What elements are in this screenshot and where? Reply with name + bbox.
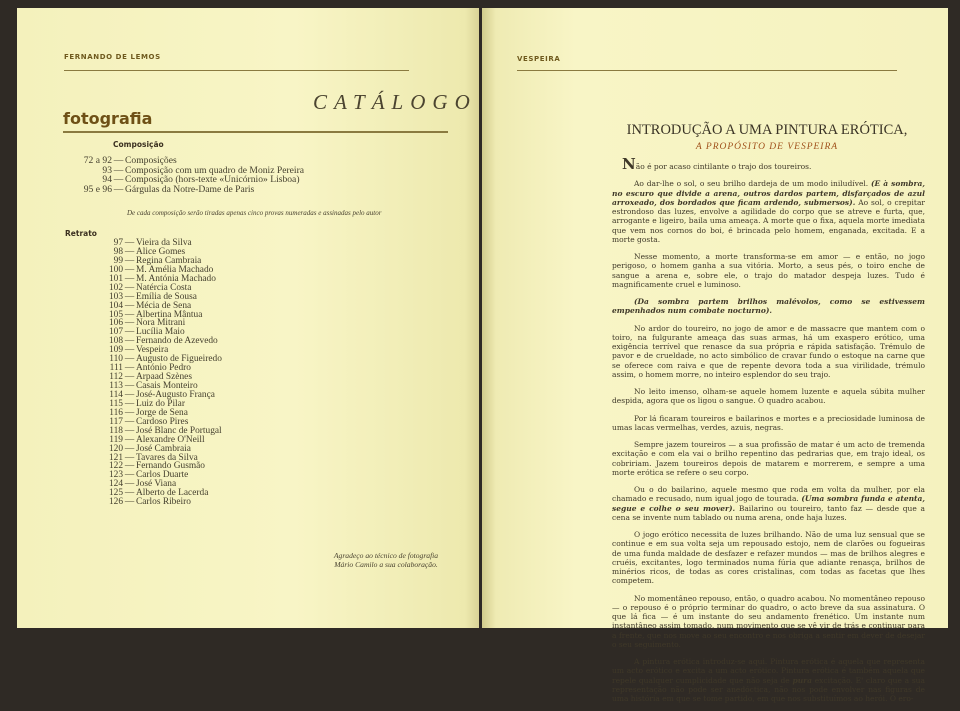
italic-text: pura: [792, 675, 812, 685]
item-title: Albertina Mântua: [136, 309, 203, 320]
text: A pintura erótica introduz-se aqui. Pintura erótica é aquela que representa um acto erótico e excita a um acto erótico. Pintura erótica é também aquela que repele qualquer cumplicidade que não seja de: [612, 657, 925, 685]
text: Sempre jazem toureiros — a sua profissão de matar é um acto de tremenda excitação e com ela vai o brilho repentino das pedrarias que, em trajo ideal, os cobririam. Jazem toureiros depois de matarem e morrerem, e sempre a uma morte erótica se refere o seu corpo.: [612, 440, 925, 477]
composicao-note: De cada composição serão tiradas apenas cinco provas numeradas e assinadas pelo autor: [127, 209, 382, 217]
item-title: Luiz do Pilar: [136, 398, 185, 409]
item-title: Alexandre O'Neill: [136, 434, 205, 445]
list-item: [80, 185, 304, 195]
paragraph: [612, 155, 925, 173]
dash: —: [124, 434, 135, 445]
text: Nesse momento, a morte transforma-se em amor — e então, no jogo perigoso, o homem ganha a sua vitória. Morto, a seus pés, o toiro enche de sangue a arena e, sobre ele, o trajo do matador despeja luzes. Tudo é magnificamente cruel e luminoso.: [612, 252, 925, 289]
paragraph: [612, 530, 925, 586]
dash: —: [124, 497, 135, 508]
acknowledgement: [311, 552, 461, 569]
item-number: 99: [113, 255, 123, 266]
dash: —: [124, 479, 135, 490]
dash: —: [124, 425, 135, 436]
item-number: 123: [108, 470, 123, 481]
paragraph: [612, 594, 925, 650]
dash: —: [124, 470, 135, 481]
item-number: 106: [108, 318, 123, 329]
item-number: 115: [109, 398, 123, 409]
item-title: José Blanc de Portugal: [136, 425, 222, 436]
dash: —: [124, 300, 135, 311]
article-title: INTRODUÇÃO A UMA PINTURA ERÓTICA,: [626, 122, 908, 138]
paragraph: [612, 179, 925, 244]
text: Bailarino ou toureiro, tanto faz — desde que a cena se invente num tablado ou numa arena, onde haja luzes.: [612, 503, 925, 522]
item-number: 111: [109, 363, 123, 374]
paragraph: [612, 324, 925, 380]
text: ão é por acaso cintilante o trajo dos toureiros.: [635, 162, 812, 171]
paragraph: [612, 485, 925, 522]
dash: —: [124, 345, 135, 356]
retrato-heading: Retrato: [65, 229, 97, 238]
retrato-list: [91, 239, 222, 507]
item-number: 117: [109, 416, 123, 427]
item-number: 101: [108, 273, 123, 284]
item-title: Lucília Maio: [136, 327, 185, 338]
drop-cap: N: [622, 155, 636, 173]
item-number: 103: [108, 291, 123, 302]
item-title: M. Antónia Machado: [136, 273, 216, 284]
item-title: Augusto de Figueiredo: [136, 354, 222, 365]
dash: —: [113, 164, 124, 176]
item-title: José Cambraia: [136, 443, 191, 454]
item-title: Composição com um quadro de Moniz Pereira: [125, 164, 305, 176]
item-title: Gárgulas da Notre-Dame de Paris: [125, 183, 255, 195]
article-body: [612, 155, 926, 711]
text: Ou o do bailarino, aquele mesmo que roda em volta da mulher, por ela chamado e recusado, num igual jogo de tourada.: [612, 485, 925, 504]
dash: —: [124, 363, 135, 374]
dash: —: [124, 416, 135, 427]
item-title: Casais Monteiro: [136, 381, 198, 391]
acknowledgement-line: Mário Camilo a sua colaboração.: [334, 559, 438, 569]
composicao-list: [80, 156, 304, 194]
dash: —: [124, 309, 135, 320]
divider: [64, 70, 409, 71]
dash: —: [124, 443, 135, 454]
item-number: 72 a 92: [83, 155, 112, 166]
item-title: Emília de Sousa: [136, 291, 197, 302]
divider: [517, 70, 897, 71]
item-title: Composição (hors-texte «Unicórnio» Lisboa): [125, 174, 300, 185]
text: No ardor do toureiro, no jogo de amor e de massacre que mantem com o toiro, na fulgurante ameaça das suas armas, há um exaspero erótico, uma exigência terrível que renasce da sua própria e rápida satisfação. Trémulo de pavor e de crueldade, no acto simbólico de cravar fundo o estoque na carne que se oferece com raiva e que de repente devora toda a sua virilidade, trémulo assim, o homem morre, no inteiro esplendor do seu trajo.: [612, 323, 925, 379]
text: Ao dar-lhe o sol, o seu brilho dardeja de um modo iniludível.: [634, 179, 871, 189]
composicao-heading: Composição: [113, 140, 164, 149]
paragraph: [612, 657, 925, 703]
italic-text: (Uma sombra funda e atenta, segue e colhe o seu mover).: [612, 494, 925, 513]
dash: —: [124, 238, 135, 248]
dash: —: [124, 461, 135, 472]
item-number: 104: [108, 300, 123, 311]
item-number: 102: [108, 282, 123, 293]
item-number: 124: [108, 479, 123, 490]
item-title: Carlos Duarte: [136, 470, 189, 481]
item-number: 94: [102, 174, 112, 185]
text: Por lá ficaram toureiros e bailarinos e mortes e a preciosidade luminosa de umas lacas vermelhas, verdes, azuis, negras.: [612, 413, 925, 432]
item-title: Alice Gomes: [136, 246, 186, 257]
item-number: 126: [108, 497, 123, 508]
divider: [63, 131, 448, 133]
text: O jogo erótico necessita de luzes brilhando. Não de uma luz sensual que se continue e em sua volta seja um repousado estojo, nem de clarões ou fogueiras de uma funda maldade de desfazer e refazer mundos — mas de brilhos alegres e cruéis, excitantes, logo terminados numa fúria que adiante renasça, brilhos de minérios ricos, de todas as cores cristalinas, com todas as facetas que lhes competem.: [612, 530, 925, 586]
item-number: 113: [109, 381, 123, 391]
item-title: José Viana: [136, 479, 177, 490]
item-number: 116: [109, 407, 123, 418]
running-head: VESPEIRA: [517, 55, 561, 63]
item-title: Vieira da Silva: [136, 238, 192, 248]
item-title: Natércia Costa: [136, 282, 192, 293]
right-page: [482, 8, 948, 703]
left-page: [17, 8, 479, 628]
acknowledgement-line: Agradeço ao técnico de fotografia: [333, 551, 439, 560]
dash: —: [113, 155, 124, 166]
item-number: 108: [108, 336, 123, 347]
item-title: Alberto de Lacerda: [136, 488, 209, 499]
item-title: Jorge de Sena: [136, 407, 188, 418]
item-number: 100: [108, 264, 123, 275]
text: excitação. E' claro que a sua representação não pode ser anedóctica, não nos pode envolver nas figuras de uma história em que se tome partido, em que nos substituímos ao herói. O ero-: [612, 675, 925, 703]
paragraph: [612, 414, 925, 433]
dash: —: [124, 398, 135, 409]
dash: —: [124, 264, 135, 275]
item-number: 98: [113, 246, 123, 257]
item-title: Arpaad Szènes: [136, 372, 192, 383]
item-title: Cardoso Pires: [136, 416, 189, 427]
list-item: [91, 498, 222, 507]
text: No momentâneo repouso, então, o quadro acabou. No momentâneo repouso — o repouso é o próprio terminar do quadro, o acto breve da sua assinatura. O que lá fica — é um instante do seu andamento frenético. Um instante num instantâneo assim tomado, num movimento que se vê vir de trás e continuar para a frente, que nos move ao seu encontro e nos obriga a sentir em dever de desejar o seu seguimento.: [612, 593, 925, 649]
paragraph: [612, 440, 925, 477]
item-number: 109: [108, 345, 123, 356]
dash: —: [124, 407, 135, 418]
item-title: Composições: [125, 155, 177, 166]
item-title: M. Amélia Machado: [136, 264, 214, 275]
item-title: António Pedro: [136, 363, 191, 374]
item-number: 93: [102, 164, 112, 176]
item-title: Fernando de Azevedo: [136, 336, 218, 347]
item-number: 118: [109, 425, 123, 436]
item-number: 122: [108, 461, 123, 472]
section-title: fotografia: [63, 109, 153, 128]
dash: —: [124, 291, 135, 302]
dash: —: [124, 488, 135, 499]
dash: —: [124, 255, 135, 266]
running-head: FERNANDO DE LEMOS: [64, 53, 161, 61]
item-number: 125: [108, 488, 123, 499]
text: No leito imenso, olham-se aquele homem luzente e aquela súbita mulher despida, agora que os ligou o sangue. O quadro acabou.: [612, 387, 925, 406]
item-number: 121: [108, 452, 123, 463]
dash: —: [124, 327, 135, 338]
dash: —: [113, 183, 124, 195]
dash: —: [124, 389, 135, 400]
article-subtitle: A PROPÓSITO DE VESPEIRA: [695, 142, 839, 152]
dash: —: [124, 273, 135, 284]
item-title: Carlos Ribeiro: [136, 497, 191, 508]
item-number: 114: [109, 389, 123, 400]
item-number: 107: [108, 327, 123, 338]
item-number: 95 e 96: [83, 183, 112, 195]
paragraph: [612, 252, 925, 289]
paragraph: [612, 387, 925, 406]
dash: —: [124, 318, 135, 329]
catalog-title: CATÁLOGO: [313, 90, 477, 114]
item-title: Nora Mitrani: [136, 318, 186, 329]
item-number: 110: [109, 354, 123, 365]
item-number: 119: [109, 434, 123, 445]
text: Ao sol, o crepitar estrondoso das luzes, envolve a agilidade do corpo que se atreve e furta, que, arrogante e ligeiro, baila uma ameaça. A morte que o fixa, aquela morte imediata que vem nos cornos do boi, é brincada pelo homem, enganada, excitada. E a morte gosta.: [612, 197, 926, 244]
dash: —: [124, 246, 135, 257]
dash: —: [124, 452, 135, 463]
item-number: 97: [113, 238, 123, 248]
italic-text: (Da sombra partem brilhos malévolos, como se estivessem empenhados num combate nocturno).: [612, 297, 925, 316]
item-title: Fernando Gusmão: [136, 461, 205, 472]
dash: —: [124, 381, 135, 391]
italic-text: (E à sombra, no escuro que divide a arena, outros dardos partem, disfarçados de azul arroxeado, dos bordados que ficam ardendo, submersos).: [612, 179, 925, 207]
item-title: Tavares da Silva: [136, 452, 198, 463]
item-number: 120: [108, 443, 123, 454]
dash: —: [124, 282, 135, 293]
item-number: 105: [108, 309, 123, 320]
dash: —: [124, 354, 135, 365]
dash: —: [113, 174, 124, 185]
paragraph: [612, 297, 925, 316]
item-title: Mécia de Sena: [136, 300, 192, 311]
item-title: Vespeira: [136, 345, 169, 356]
dash: —: [124, 372, 135, 383]
item-title: Regina Cambraia: [136, 255, 202, 266]
dash: —: [124, 336, 135, 347]
item-number: 112: [109, 372, 123, 383]
item-title: José-Augusto França: [136, 389, 215, 400]
